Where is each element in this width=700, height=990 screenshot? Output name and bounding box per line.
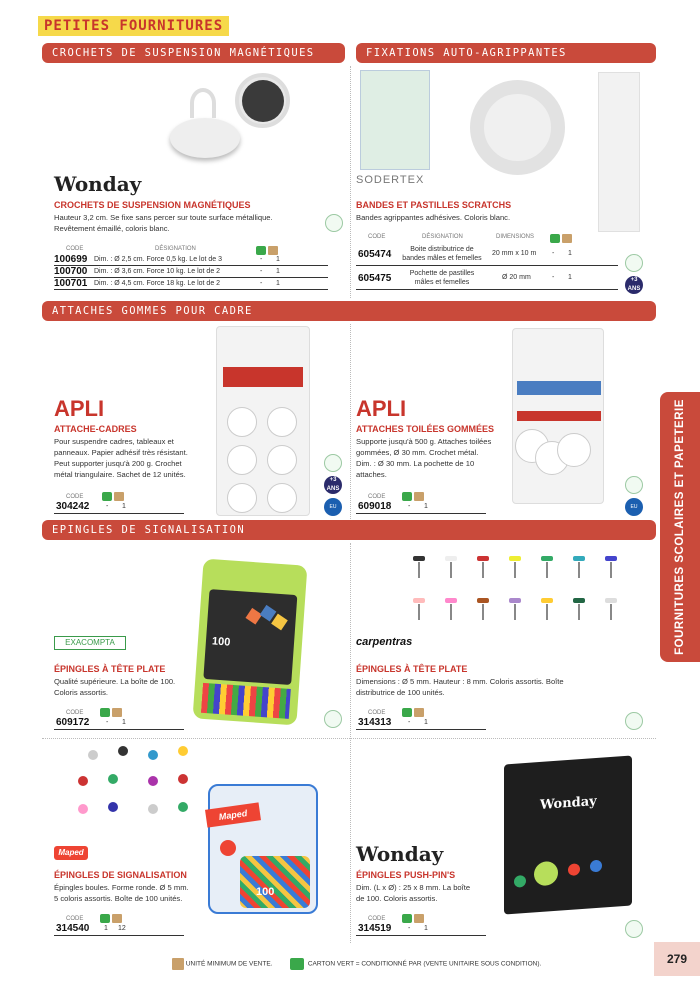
desc-line: Qualité supérieure. La boîte de 100. (54, 677, 176, 686)
unit-box-icon (414, 492, 424, 501)
desc-line: Coloris assortis. (54, 688, 109, 697)
divider (350, 66, 351, 298)
product-image-epingles-exacompta (193, 559, 308, 726)
unit-box-icon (172, 958, 184, 970)
designation-label: DÉSIGNATION (155, 246, 196, 252)
table-row (54, 278, 328, 290)
row-code: 605474 (358, 249, 392, 260)
footer-unit-text: UNITÉ MINIMUM DE VENTE. (185, 960, 273, 968)
product-title: BANDES ET PASTILLES SCRATCHS (356, 200, 512, 210)
row-qty: 1 (424, 925, 428, 932)
brand-logo-carpentras: carpentras (356, 636, 413, 648)
table-row (54, 923, 184, 936)
row-dash: - (106, 503, 109, 510)
desc-line: de 100. Coloris assortis. (356, 894, 438, 903)
product-description (54, 676, 175, 698)
row-qty: 1 (424, 719, 428, 726)
code-label: CODE (368, 916, 386, 922)
age-3-plus-icon: +3 ANS (625, 276, 643, 294)
wonday-box-label: Wonday (540, 793, 597, 813)
product-image-attache-cadres (216, 326, 310, 516)
maped-box-count: 100 (256, 886, 275, 898)
row-qty: 1 (276, 256, 280, 263)
table-row (54, 254, 328, 266)
row-code: 100699 (54, 254, 88, 265)
footer-carton-legend (290, 958, 541, 970)
row-dash: - (260, 280, 263, 287)
code-label: CODE (368, 494, 386, 500)
row-dash: - (552, 250, 555, 257)
green-carton-icon (100, 914, 110, 923)
desc-line: Dimensions : Ø 5 mm. Hauteur : 8 mm. Coloris assortis. Boîte (356, 677, 564, 686)
row-qty: 1 (424, 503, 428, 510)
unit-box-icon (114, 492, 124, 501)
dimensions-label: DIMENSIONS (496, 234, 535, 240)
unit-box-icon (112, 708, 122, 717)
row-code: 100701 (54, 278, 88, 289)
unit-box-icon (112, 914, 122, 923)
product-description: Bandes agrippantes adhésives. Coloris blanc. (356, 213, 511, 222)
product-image-magnetic-hooks (160, 68, 300, 168)
footer-carton-text: CARTON VERT = CONDITIONNÉ PAR (VENTE UNITAIRE SOUS CONDITION). (307, 960, 542, 968)
age-3-plus-icon: +3 ANS (324, 476, 342, 494)
row-qty: 1 (568, 274, 572, 281)
desc-line: gommées, Ø 30 mm. Crochet métal. (356, 448, 479, 457)
row-dash: - (260, 268, 263, 275)
table-row (356, 242, 618, 266)
green-carton-icon (100, 708, 110, 717)
desc-line: 5 coloris assortis. Boîte de 100 unités. (54, 894, 183, 903)
brand-logo-apli: APLI (54, 396, 105, 421)
row-designation: Dim. : Ø 2,5 cm. Force 0,5 kg. Le lot de 3 (94, 256, 222, 263)
table-row (54, 501, 184, 514)
table-row (356, 923, 486, 936)
product-description (54, 436, 188, 480)
desc-line: métal triangulaire. Sachet de 12 unités. (54, 470, 186, 479)
brand-logo-wonday: Wonday (54, 172, 142, 196)
row-code: 314540 (56, 923, 90, 934)
box-count: 100 (211, 635, 231, 649)
footer-unit-legend (172, 958, 272, 970)
page-number: 279 (654, 942, 700, 976)
brand-logo-exacompta: EXACOMPTA (54, 636, 126, 650)
code-label: CODE (368, 710, 386, 716)
product-title: ÉPINGLES À TÊTE PLATE (54, 664, 166, 674)
code-label: CODE (66, 494, 84, 500)
row-code: 100700 (54, 266, 88, 277)
row-dash: 1 (104, 925, 108, 932)
eco-label-icon (324, 710, 342, 728)
row-dash: - (408, 719, 411, 726)
eco-label-icon (625, 254, 643, 272)
row-qty: 1 (122, 719, 126, 726)
green-carton-icon (290, 958, 304, 970)
unit-box-icon (414, 914, 424, 923)
row-dash: - (408, 503, 411, 510)
product-description (356, 882, 470, 904)
desc-line: Supporte jusqu'à 500 g. Attaches toilées (356, 437, 492, 446)
section-fixations: FIXATIONS AUTO-AGRIPPANTES (356, 43, 656, 63)
section-crochets: CROCHETS DE SUSPENSION MAGNÉTIQUES (42, 43, 345, 63)
green-carton-icon (402, 708, 412, 717)
table-row (54, 266, 328, 278)
desc-line: distributrice de 100 unités. (356, 688, 445, 697)
product-description (356, 676, 564, 698)
section-epingles: EPINGLES DE SIGNALISATION (42, 520, 656, 540)
product-title: CROCHETS DE SUSPENSION MAGNÉTIQUES (54, 200, 251, 210)
desc-line: Hauteur 3,2 cm. Se fixe sans percer sur toute surface métallique. (54, 213, 273, 222)
row-qty: 12 (118, 925, 126, 932)
product-title: ATTACHE-CADRES (54, 424, 137, 434)
row-code: 609172 (56, 717, 90, 728)
row-code: 605475 (358, 273, 392, 284)
row-qty: 1 (568, 250, 572, 257)
row-qty: 1 (276, 268, 280, 275)
desc-line: Pour suspendre cadres, tableaux et (54, 437, 174, 446)
side-tab-label: FOURNITURES SCOLAIRES ET PAPETERIE (674, 399, 686, 655)
section-attaches: ATTACHES GOMMES POUR CADRE (42, 301, 656, 321)
green-carton-icon (402, 914, 412, 923)
desc-line: Dim. (L x Ø) : 25 x 8 mm. La boîte (356, 883, 471, 892)
eco-label-icon (324, 454, 342, 472)
product-image-maped-box (208, 784, 318, 914)
brand-logo-wonday: Wonday (356, 842, 444, 866)
table-row (356, 266, 618, 290)
code-label: CODE (66, 710, 84, 716)
product-title: ÉPINGLES À TÊTE PLATE (356, 664, 468, 674)
row-qty: 1 (276, 280, 280, 287)
table-row (356, 501, 486, 514)
table-row (54, 717, 184, 730)
row-code: 609018 (358, 501, 392, 512)
green-carton-icon (102, 492, 112, 501)
product-image-velcro (360, 66, 640, 176)
product-image-attaches-toilees (512, 328, 604, 504)
page-title: PETITES FOURNITURES (38, 16, 229, 36)
maped-box-label: Maped (205, 802, 261, 827)
row-dim: Ø 20 mm (502, 274, 531, 281)
desc-line: Dim. : Ø 30 mm. La pochette de 10 (356, 459, 475, 468)
brand-logo-maped: Maped (54, 846, 88, 860)
row-designation: Dim. : Ø 3,6 cm. Force 10 kg. Le lot de 2 (94, 268, 221, 275)
product-description (54, 882, 189, 904)
row-qty: 1 (122, 503, 126, 510)
product-title: ATTACHES TOILÉES GOMMÉES (356, 424, 495, 434)
product-image-ball-pins (56, 744, 206, 824)
code-label: CODE (66, 246, 84, 252)
eco-label-icon (625, 476, 643, 494)
row-dash: - (408, 925, 411, 932)
desc-line: Revêtement émaillé, coloris blanc. (54, 224, 170, 233)
eco-label-icon (625, 712, 643, 730)
code-label: CODE (66, 916, 84, 922)
eco-label-icon (625, 920, 643, 938)
row-dim: 20 mm x 10 m (492, 250, 537, 257)
designation-label: DÉSIGNATION (422, 234, 463, 240)
product-title: ÉPINGLES PUSH-PIN'S (356, 870, 456, 880)
brand-logo-sodertex: SODERTEX (356, 174, 425, 186)
row-code: 314519 (358, 923, 392, 934)
product-table (54, 254, 328, 290)
row-dash: - (260, 256, 263, 263)
desc-line: attaches. (356, 470, 387, 479)
table-row (356, 717, 486, 730)
unit-box-icon (414, 708, 424, 717)
row-dash: - (106, 719, 109, 726)
product-image-flat-pins (410, 556, 620, 630)
row-designation: Dim. : Ø 4,5 cm. Force 18 kg. Le lot de 2 (94, 280, 221, 287)
green-carton-icon (402, 492, 412, 501)
row-code: 304242 (56, 501, 90, 512)
row-dash: - (552, 274, 555, 281)
desc-line: Peut supporter jusqu'à 200 g. Crochet (54, 459, 182, 468)
brand-logo-apli: APLI (356, 396, 407, 421)
product-image-pushpins-box (504, 756, 632, 915)
desc-line: panneaux. Papier adhésif très résistant. (54, 448, 188, 457)
product-description (54, 212, 334, 234)
row-designation: Boite distributrice de bandes mâles et femelles (402, 246, 482, 262)
desc-line: Épingles boules. Forme ronde. Ø 5 mm. (54, 883, 189, 892)
divider (350, 324, 351, 519)
row-designation: Pochette de pastilles mâles et femelles (409, 270, 475, 286)
row-code: 314313 (358, 717, 392, 728)
product-table (356, 242, 618, 290)
code-label: CODE (368, 234, 386, 240)
eco-label-icon (325, 214, 343, 232)
eu-ecolabel-icon: EU (625, 498, 643, 516)
product-description (356, 436, 491, 480)
side-tab (660, 392, 700, 662)
divider (42, 738, 656, 739)
divider (350, 543, 351, 943)
product-title: ÉPINGLES DE SIGNALISATION (54, 870, 187, 880)
eu-ecolabel-icon: EU (324, 498, 342, 516)
